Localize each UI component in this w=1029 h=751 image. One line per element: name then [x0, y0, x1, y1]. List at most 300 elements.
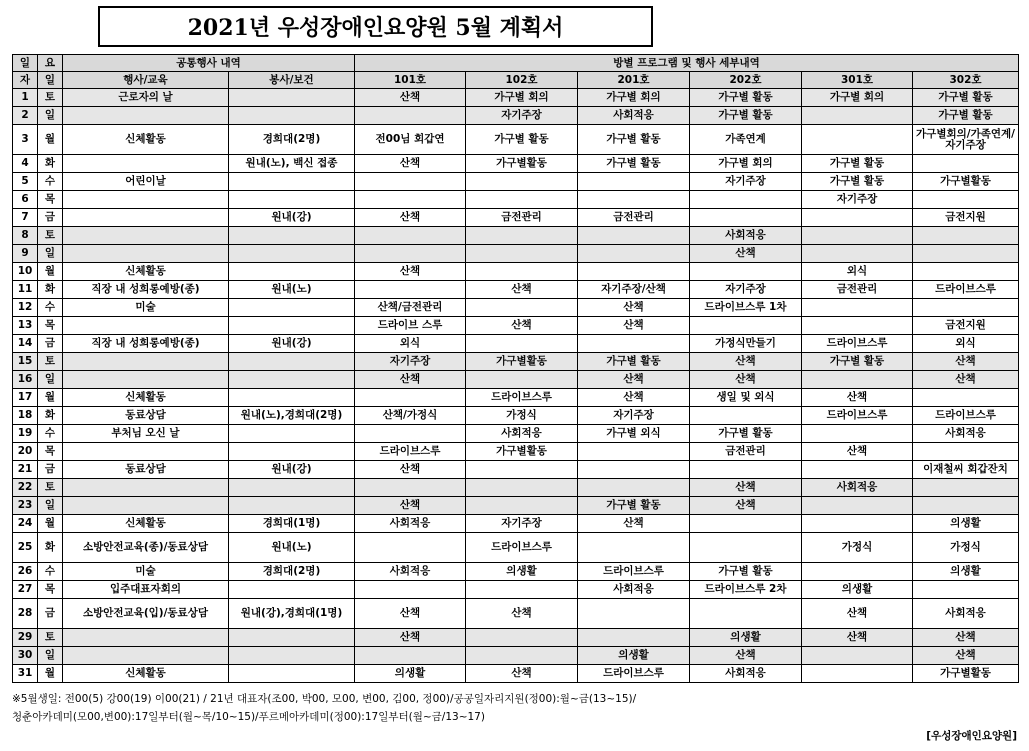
room-301-cell: 외식 — [802, 263, 913, 281]
room-101-cell: 산책 — [355, 209, 466, 227]
room-301-cell — [802, 515, 913, 533]
room-101-cell: 산책 — [355, 629, 466, 647]
header-row-columns — [13, 72, 1019, 89]
room-302-cell: 가구별활동 — [913, 173, 1019, 191]
room-301-cell: 드라이브스루 — [802, 407, 913, 425]
room-301-cell: 산책 — [802, 389, 913, 407]
table-row — [13, 533, 1019, 563]
table-row — [13, 281, 1019, 299]
table-row — [13, 665, 1019, 683]
day-cell: 16 — [13, 371, 38, 389]
room-301-cell: 금전관리 — [802, 281, 913, 299]
header-col-101: 101호 — [355, 72, 466, 89]
table-row — [13, 353, 1019, 371]
room-202-cell — [690, 191, 802, 209]
room-201-cell: 드라이브스루 — [578, 563, 690, 581]
room-301-cell — [802, 461, 913, 479]
event-cell: 미술 — [63, 563, 229, 581]
room-202-cell — [690, 599, 802, 629]
event-cell: 소방안전교육(입)/동료상담 — [63, 599, 229, 629]
room-301-cell: 산책 — [802, 629, 913, 647]
service-cell — [229, 299, 355, 317]
room-101-cell — [355, 227, 466, 245]
room-202-cell: 가구별 활동 — [690, 89, 802, 107]
footnote-line-1: ※5월생일: 전00(5) 강00(19) 이00(21) / 21년 대표자(조00, 박00, 모00, 변00, 김00, 정00)/공공일자리지원(정00):월~금(13~15)/ — [12, 693, 637, 705]
room-101-cell: 외식 — [355, 335, 466, 353]
room-301-cell: 산책 — [802, 599, 913, 629]
event-cell — [63, 155, 229, 173]
table-row — [13, 125, 1019, 155]
event-cell — [63, 497, 229, 515]
room-302-cell: 금전지원 — [913, 209, 1019, 227]
header-col-302: 302호 — [913, 72, 1019, 89]
event-cell: 어린이날 — [63, 173, 229, 191]
dow-cell: 화 — [38, 155, 63, 173]
room-201-cell: 사회적응 — [578, 107, 690, 125]
room-302-cell: 가구별회의/가족연계/자기주장 — [913, 125, 1019, 155]
header-col-service: 봉사/보건 — [229, 72, 355, 89]
dow-cell: 일 — [38, 371, 63, 389]
room-101-cell — [355, 281, 466, 299]
table-row — [13, 317, 1019, 335]
room-102-cell: 가구별활동 — [466, 353, 578, 371]
day-cell: 29 — [13, 629, 38, 647]
room-102-cell — [466, 245, 578, 263]
room-302-cell: 산책 — [913, 371, 1019, 389]
footnote-line-2: 청춘아카데미(모00,변00):17일부터(월~목/10~15)/푸르메아카데미(정00):17일부터(월~금/13~17) — [12, 711, 485, 723]
room-201-cell — [578, 191, 690, 209]
room-201-cell — [578, 335, 690, 353]
event-cell: 부처님 오신 날 — [63, 425, 229, 443]
event-cell — [63, 107, 229, 125]
document-title — [98, 6, 653, 47]
service-cell — [229, 107, 355, 125]
dow-cell: 목 — [38, 443, 63, 461]
day-cell: 24 — [13, 515, 38, 533]
day-cell: 1 — [13, 89, 38, 107]
room-301-cell — [802, 125, 913, 155]
service-cell — [229, 389, 355, 407]
room-302-cell: 가구별 활동 — [913, 107, 1019, 125]
service-cell — [229, 245, 355, 263]
service-cell: 경희대(2명) — [229, 563, 355, 581]
room-102-cell: 산책 — [466, 665, 578, 683]
service-cell — [229, 353, 355, 371]
dow-cell: 월 — [38, 263, 63, 281]
dow-cell: 토 — [38, 227, 63, 245]
room-102-cell: 금전관리 — [466, 209, 578, 227]
room-202-cell: 의생활 — [690, 629, 802, 647]
event-cell: 소방안전교육(종)/동료상담 — [63, 533, 229, 563]
dow-cell: 월 — [38, 665, 63, 683]
day-cell: 3 — [13, 125, 38, 155]
header-col-102: 102호 — [466, 72, 578, 89]
dow-cell: 월 — [38, 125, 63, 155]
service-cell: 원내(강) — [229, 335, 355, 353]
room-102-cell: 가정식 — [466, 407, 578, 425]
monthly-plan-table — [12, 54, 1019, 683]
room-201-cell: 자기주장 — [578, 407, 690, 425]
service-cell: 원내(강),경희대(1명) — [229, 599, 355, 629]
room-201-cell: 금전관리 — [578, 209, 690, 227]
room-302-cell — [913, 299, 1019, 317]
room-301-cell: 가구별 활동 — [802, 155, 913, 173]
room-302-cell: 드라이브스루 — [913, 281, 1019, 299]
room-202-cell: 생일 및 외식 — [690, 389, 802, 407]
room-301-cell — [802, 647, 913, 665]
header-day-2: 자 — [13, 72, 38, 89]
room-302-cell: 가정식 — [913, 533, 1019, 563]
room-102-cell: 사회적응 — [466, 425, 578, 443]
room-101-cell: 전00님 회갑연 — [355, 125, 466, 155]
room-101-cell — [355, 581, 466, 599]
room-101-cell — [355, 533, 466, 563]
room-201-cell: 산책 — [578, 299, 690, 317]
day-cell: 28 — [13, 599, 38, 629]
room-302-cell: 드라이브스루 — [913, 407, 1019, 425]
room-202-cell: 산책 — [690, 497, 802, 515]
room-101-cell — [355, 425, 466, 443]
event-cell — [63, 209, 229, 227]
dow-cell: 일 — [38, 647, 63, 665]
room-302-cell — [913, 191, 1019, 209]
room-301-cell — [802, 107, 913, 125]
table-row — [13, 335, 1019, 353]
room-201-cell: 자기주장/산책 — [578, 281, 690, 299]
room-302-cell: 이재철씨 회갑잔치 — [913, 461, 1019, 479]
dow-cell: 화 — [38, 533, 63, 563]
room-202-cell: 가구별 회의 — [690, 155, 802, 173]
room-101-cell: 산책 — [355, 155, 466, 173]
table-row — [13, 191, 1019, 209]
room-301-cell — [802, 245, 913, 263]
table-row — [13, 497, 1019, 515]
room-301-cell — [802, 371, 913, 389]
room-301-cell: 사회적응 — [802, 479, 913, 497]
event-cell: 동료상담 — [63, 461, 229, 479]
room-302-cell — [913, 497, 1019, 515]
dow-cell: 수 — [38, 425, 63, 443]
service-cell — [229, 629, 355, 647]
service-cell — [229, 191, 355, 209]
room-202-cell — [690, 515, 802, 533]
service-cell: 경희대(2명) — [229, 125, 355, 155]
room-102-cell — [466, 581, 578, 599]
room-101-cell: 사회적응 — [355, 563, 466, 581]
room-201-cell: 가구별 활동 — [578, 497, 690, 515]
room-201-cell — [578, 227, 690, 245]
room-102-cell: 산책 — [466, 317, 578, 335]
dow-cell: 일 — [38, 245, 63, 263]
room-102-cell — [466, 335, 578, 353]
room-101-cell — [355, 647, 466, 665]
room-302-cell — [913, 479, 1019, 497]
room-201-cell: 가구별 외식 — [578, 425, 690, 443]
room-202-cell — [690, 209, 802, 227]
room-302-cell: 사회적응 — [913, 425, 1019, 443]
room-201-cell — [578, 173, 690, 191]
room-201-cell: 사회적응 — [578, 581, 690, 599]
room-102-cell: 의생활 — [466, 563, 578, 581]
room-102-cell: 가구별활동 — [466, 443, 578, 461]
room-201-cell: 산책 — [578, 371, 690, 389]
room-201-cell: 산책 — [578, 389, 690, 407]
header-col-201: 201호 — [578, 72, 690, 89]
service-cell: 원내(노), 백신 접종 — [229, 155, 355, 173]
room-202-cell — [690, 407, 802, 425]
day-cell: 25 — [13, 533, 38, 563]
room-101-cell — [355, 107, 466, 125]
header-room-programs: 방별 프로그램 및 행사 세부내역 — [355, 55, 1019, 72]
dow-cell: 토 — [38, 629, 63, 647]
table-row — [13, 155, 1019, 173]
service-cell — [229, 371, 355, 389]
dow-cell: 수 — [38, 299, 63, 317]
day-cell: 4 — [13, 155, 38, 173]
room-202-cell: 산책 — [690, 479, 802, 497]
room-301-cell: 자기주장 — [802, 191, 913, 209]
day-cell: 23 — [13, 497, 38, 515]
table-row — [13, 389, 1019, 407]
room-201-cell: 의생활 — [578, 647, 690, 665]
room-102-cell — [466, 647, 578, 665]
day-cell: 22 — [13, 479, 38, 497]
service-cell — [229, 647, 355, 665]
table-row — [13, 245, 1019, 263]
room-302-cell: 사회적응 — [913, 599, 1019, 629]
room-101-cell — [355, 479, 466, 497]
event-cell: 직장 내 성희롱예방(종) — [63, 335, 229, 353]
table-row — [13, 263, 1019, 281]
day-cell: 17 — [13, 389, 38, 407]
room-102-cell — [466, 299, 578, 317]
dow-cell: 수 — [38, 563, 63, 581]
dow-cell: 금 — [38, 335, 63, 353]
event-cell — [63, 443, 229, 461]
header-col-events: 행사/교육 — [63, 72, 229, 89]
event-cell: 직장 내 성희롱예방(종) — [63, 281, 229, 299]
room-101-cell: 드라이브스루 — [355, 443, 466, 461]
table-row — [13, 461, 1019, 479]
room-101-cell — [355, 245, 466, 263]
room-202-cell: 금전관리 — [690, 443, 802, 461]
dow-cell: 목 — [38, 191, 63, 209]
service-cell — [229, 317, 355, 335]
dow-cell: 토 — [38, 89, 63, 107]
room-202-cell: 가구별 활동 — [690, 425, 802, 443]
room-101-cell: 의생활 — [355, 665, 466, 683]
room-302-cell: 의생활 — [913, 515, 1019, 533]
room-202-cell: 산책 — [690, 371, 802, 389]
room-101-cell: 자기주장 — [355, 353, 466, 371]
table-row — [13, 209, 1019, 227]
room-302-cell — [913, 227, 1019, 245]
room-202-cell: 자기주장 — [690, 173, 802, 191]
room-201-cell: 가구별 활동 — [578, 353, 690, 371]
service-cell — [229, 89, 355, 107]
room-201-cell — [578, 533, 690, 563]
dow-cell: 화 — [38, 281, 63, 299]
room-202-cell: 가정식만들기 — [690, 335, 802, 353]
room-102-cell: 가구별 회의 — [466, 89, 578, 107]
dow-cell: 토 — [38, 353, 63, 371]
room-102-cell: 산책 — [466, 599, 578, 629]
room-101-cell: 드라이브 스루 — [355, 317, 466, 335]
table-row — [13, 173, 1019, 191]
room-301-cell: 산책 — [802, 443, 913, 461]
event-cell: 신체활동 — [63, 515, 229, 533]
service-cell: 원내(노),경희대(2명) — [229, 407, 355, 425]
room-302-cell: 가구별 활동 — [913, 89, 1019, 107]
room-301-cell — [802, 563, 913, 581]
room-301-cell — [802, 497, 913, 515]
room-201-cell: 산책 — [578, 317, 690, 335]
dow-cell: 금 — [38, 599, 63, 629]
event-cell — [63, 245, 229, 263]
room-102-cell: 가구별활동 — [466, 155, 578, 173]
room-201-cell — [578, 443, 690, 461]
room-302-cell: 산책 — [913, 629, 1019, 647]
room-201-cell — [578, 263, 690, 281]
room-202-cell — [690, 263, 802, 281]
header-dow-2: 일 — [38, 72, 63, 89]
room-301-cell: 가구별 회의 — [802, 89, 913, 107]
service-cell: 원내(노) — [229, 533, 355, 563]
header-day: 일 — [13, 55, 38, 72]
room-102-cell — [466, 479, 578, 497]
room-102-cell — [466, 629, 578, 647]
room-102-cell — [466, 371, 578, 389]
room-302-cell — [913, 155, 1019, 173]
room-201-cell — [578, 599, 690, 629]
event-cell — [63, 353, 229, 371]
dow-cell: 월 — [38, 515, 63, 533]
dow-cell: 일 — [38, 107, 63, 125]
header-row-groups — [13, 55, 1019, 72]
room-302-cell: 외식 — [913, 335, 1019, 353]
room-202-cell: 자기주장 — [690, 281, 802, 299]
service-cell — [229, 581, 355, 599]
day-cell: 21 — [13, 461, 38, 479]
room-301-cell — [802, 425, 913, 443]
service-cell: 원내(노) — [229, 281, 355, 299]
room-101-cell: 산책 — [355, 89, 466, 107]
room-102-cell: 가구별 활동 — [466, 125, 578, 155]
header-col-301: 301호 — [802, 72, 913, 89]
day-cell: 9 — [13, 245, 38, 263]
day-cell: 20 — [13, 443, 38, 461]
room-302-cell — [913, 389, 1019, 407]
room-102-cell — [466, 227, 578, 245]
room-301-cell — [802, 299, 913, 317]
room-302-cell — [913, 443, 1019, 461]
event-cell — [63, 479, 229, 497]
dow-cell: 토 — [38, 479, 63, 497]
event-cell: 신체활동 — [63, 665, 229, 683]
room-301-cell: 가구별 활동 — [802, 173, 913, 191]
service-cell: 경희대(1명) — [229, 515, 355, 533]
service-cell — [229, 497, 355, 515]
room-101-cell: 산책/금전관리 — [355, 299, 466, 317]
day-cell: 12 — [13, 299, 38, 317]
dow-cell: 금 — [38, 209, 63, 227]
service-cell — [229, 263, 355, 281]
day-cell: 14 — [13, 335, 38, 353]
header-dow: 요 — [38, 55, 63, 72]
header-common-events: 공통행사 내역 — [63, 55, 355, 72]
room-201-cell — [578, 245, 690, 263]
room-102-cell: 드라이브스루 — [466, 533, 578, 563]
room-202-cell: 가족연계 — [690, 125, 802, 155]
day-cell: 27 — [13, 581, 38, 599]
organization-signature: [우성장애인요양원] — [926, 730, 1017, 742]
room-101-cell: 산책 — [355, 461, 466, 479]
event-cell: 동료상담 — [63, 407, 229, 425]
event-cell — [63, 191, 229, 209]
table-row — [13, 581, 1019, 599]
room-201-cell — [578, 461, 690, 479]
service-cell — [229, 479, 355, 497]
room-102-cell — [466, 461, 578, 479]
header-col-202: 202호 — [690, 72, 802, 89]
event-cell: 근로자의 날 — [63, 89, 229, 107]
room-202-cell: 산책 — [690, 353, 802, 371]
room-101-cell: 산책/가정식 — [355, 407, 466, 425]
room-201-cell — [578, 479, 690, 497]
day-cell: 13 — [13, 317, 38, 335]
table-row — [13, 479, 1019, 497]
room-102-cell: 자기주장 — [466, 107, 578, 125]
table-row — [13, 647, 1019, 665]
room-202-cell — [690, 317, 802, 335]
table-row — [13, 425, 1019, 443]
room-301-cell: 가구별 활동 — [802, 353, 913, 371]
table-row — [13, 443, 1019, 461]
day-cell: 7 — [13, 209, 38, 227]
room-202-cell: 사회적응 — [690, 227, 802, 245]
dow-cell: 일 — [38, 497, 63, 515]
room-102-cell: 산책 — [466, 281, 578, 299]
room-202-cell: 사회적응 — [690, 665, 802, 683]
room-101-cell: 사회적응 — [355, 515, 466, 533]
service-cell — [229, 227, 355, 245]
service-cell — [229, 425, 355, 443]
service-cell: 원내(강) — [229, 461, 355, 479]
service-cell — [229, 443, 355, 461]
room-201-cell: 산책 — [578, 515, 690, 533]
room-201-cell: 드라이브스루 — [578, 665, 690, 683]
room-301-cell: 의생활 — [802, 581, 913, 599]
room-301-cell: 가정식 — [802, 533, 913, 563]
room-102-cell: 자기주장 — [466, 515, 578, 533]
event-cell — [63, 227, 229, 245]
day-cell: 19 — [13, 425, 38, 443]
table-row — [13, 629, 1019, 647]
table-row — [13, 227, 1019, 245]
room-101-cell — [355, 191, 466, 209]
event-cell: 신체활동 — [63, 125, 229, 155]
table-row — [13, 407, 1019, 425]
room-102-cell — [466, 497, 578, 515]
room-102-cell: 드라이브스루 — [466, 389, 578, 407]
room-202-cell: 산책 — [690, 245, 802, 263]
room-302-cell: 산책 — [913, 647, 1019, 665]
event-cell: 신체활동 — [63, 389, 229, 407]
room-202-cell: 가구별 활동 — [690, 107, 802, 125]
day-cell: 26 — [13, 563, 38, 581]
room-101-cell: 산책 — [355, 599, 466, 629]
room-102-cell — [466, 191, 578, 209]
